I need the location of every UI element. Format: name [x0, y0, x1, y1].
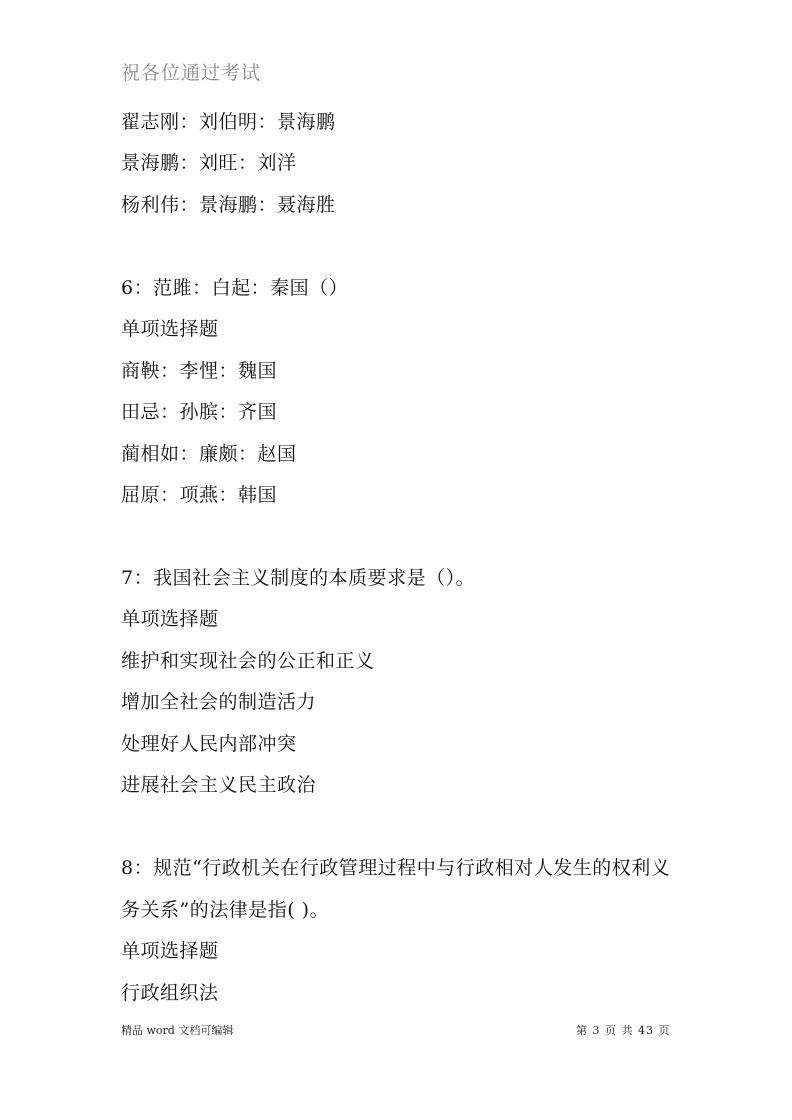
question-6: 6：范雎：白起：秦国（） [121, 277, 349, 299]
question-8-line-1: 8：规范“行政机关在行政管理过程中与行政相对人发生的权利义 [121, 857, 671, 879]
option-line: 商鞅：李悝：魏国 [121, 360, 278, 382]
option-line: 维护和实现社会的公正和正义 [121, 650, 375, 672]
option-line: 屈原：项燕：韩国 [121, 484, 278, 506]
header-watermark: 祝各位通过考试 [121, 62, 262, 84]
question-type: 单项选择题 [121, 940, 219, 962]
option-line: 蔺相如：廉颇：赵国 [121, 443, 297, 465]
footer-label: 精品 word 文档可编辑 [121, 1024, 234, 1037]
question-8-line-2: 务关系”的法律是指( )。 [121, 899, 330, 921]
option-line: 田忌：孙膑：齐国 [121, 401, 278, 423]
option-line: 进展社会主义民主政治 [121, 774, 317, 796]
question-type: 单项选择题 [121, 318, 219, 340]
question-type: 单项选择题 [121, 608, 219, 630]
option-line: 杨利伟：景海鹏：聂海胜 [121, 194, 336, 216]
question-7: 7：我国社会主义制度的本质要求是（）。 [121, 567, 476, 589]
option-line: 翟志刚：刘伯明：景海鹏 [121, 111, 336, 133]
page-number: 第 3 页 共 43 页 [576, 1024, 671, 1037]
option-line: 行政组织法 [121, 982, 219, 1004]
option-line: 处理好人民内部冲突 [121, 733, 297, 755]
option-line: 景海鹏：刘旺：刘洋 [121, 152, 297, 174]
option-line: 增加全社会的制造活力 [121, 691, 317, 713]
